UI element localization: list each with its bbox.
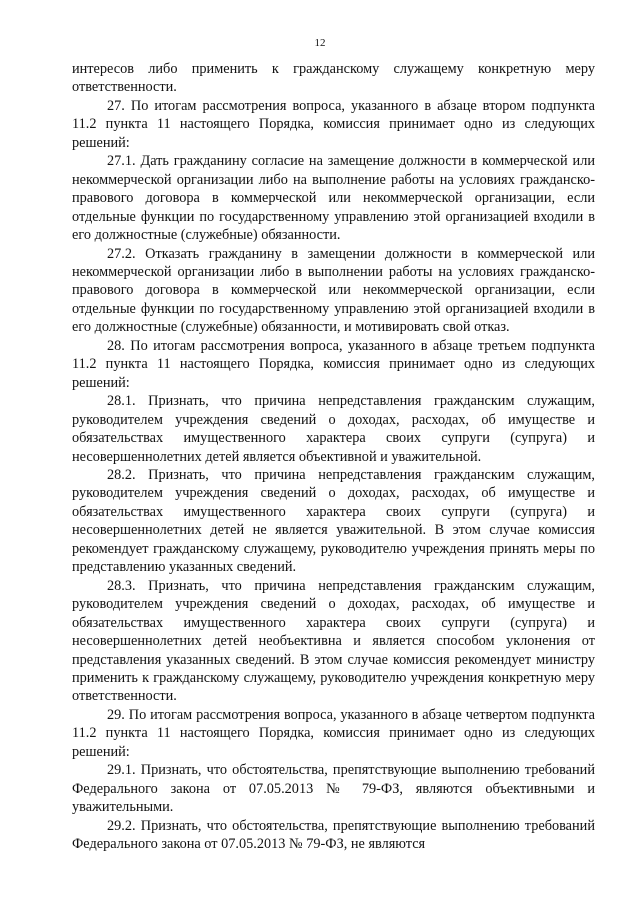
page-number: 12: [314, 37, 326, 49]
paragraph-28-1: 28.1. Признать, что причина непредставления гражданским служащим, руководителем учреждения сведений о доходах, расходах, об имуществе и обязательствах имущественного характера своих супруги (супруга) и несовершеннолетних детей является объективной и уважительной.: [72, 393, 595, 465]
paragraph-28-2: 28.2. Признать, что причина непредставления гражданским служащим, руководителем учреждения сведений о доходах, расходах, об имуществе и обязательствах имущественного характера своих супруги (супруга) и несовершеннолетних детей не является уважительной. В этом случае комиссия рекомендует гражданскому служащему, руководителю учреждения принять меры по представлению указанных сведений.: [72, 466, 595, 576]
paragraph-27-1: 27.1. Дать гражданину согласие на замещение должности в коммерческой или некоммерческой организации либо на выполнение работы на условиях гражданско-правового договора в коммерческой или некоммерческой организации, если отдельные функции по государственному управлению этой организацией входили в его должностные (служебные) обязанности.: [72, 153, 595, 244]
paragraph-29-1: 29.1. Признать, что обстоятельства, препятствующие выполнению требований Федерального закона от 07.05.2013 № 79-ФЗ, являются объективными и уважительными.: [72, 762, 595, 816]
document-body: [72, 60, 595, 853]
paragraph-29-2: 29.2. Признать, что обстоятельства, препятствующие выполнению требований Федерального закона от 07.05.2013 № 79-ФЗ, не являются: [72, 817, 595, 853]
paragraph-28: 28. По итогам рассмотрения вопроса, указанного в абзаце третьем подпункта 11.2 пункта 11 настоящего Порядка, комиссия принимает одно из следующих решений:: [72, 337, 595, 391]
paragraph-27: 27. По итогам рассмотрения вопроса, указанного в абзаце втором подпункта 11.2 пункта 11 настоящего Порядка, комиссия принимает одно из следующих решений:: [72, 97, 595, 151]
paragraph-27-2: 27.2. Отказать гражданину в замещении должности в коммерческой или некоммерческой организации либо в выполнении работы на условиях гражданско-правового договора в коммерческой или некоммерческой организации, если отдельные функции по государственному управлению этой организацией входили в его должностные (служебные) обязанности, и мотивировать свой отказ.: [72, 245, 595, 336]
paragraph-29: 29. По итогам рассмотрения вопроса, указанного в абзаце четвертом подпункта 11.2 пункта 11 настоящего Порядка, комиссия принимает одно из следующих решений:: [72, 706, 595, 760]
paragraph-continuation: интересов либо применить к гражданскому служащему конкретную меру ответственности.: [72, 61, 595, 96]
paragraph-28-3: 28.3. Признать, что причина непредставления гражданским служащим, руководителем учреждения сведений о доходах, расходах, об имуществе и обязательствах имущественного характера своих супруги (супруга) и несовершеннолетних детей необъективна и является способом уклонения от представления указанных сведений. В этом случае комиссия рекомендует министру применить к гражданскому служащему, руководителю учреждения конкретную меру ответственности.: [72, 577, 595, 705]
